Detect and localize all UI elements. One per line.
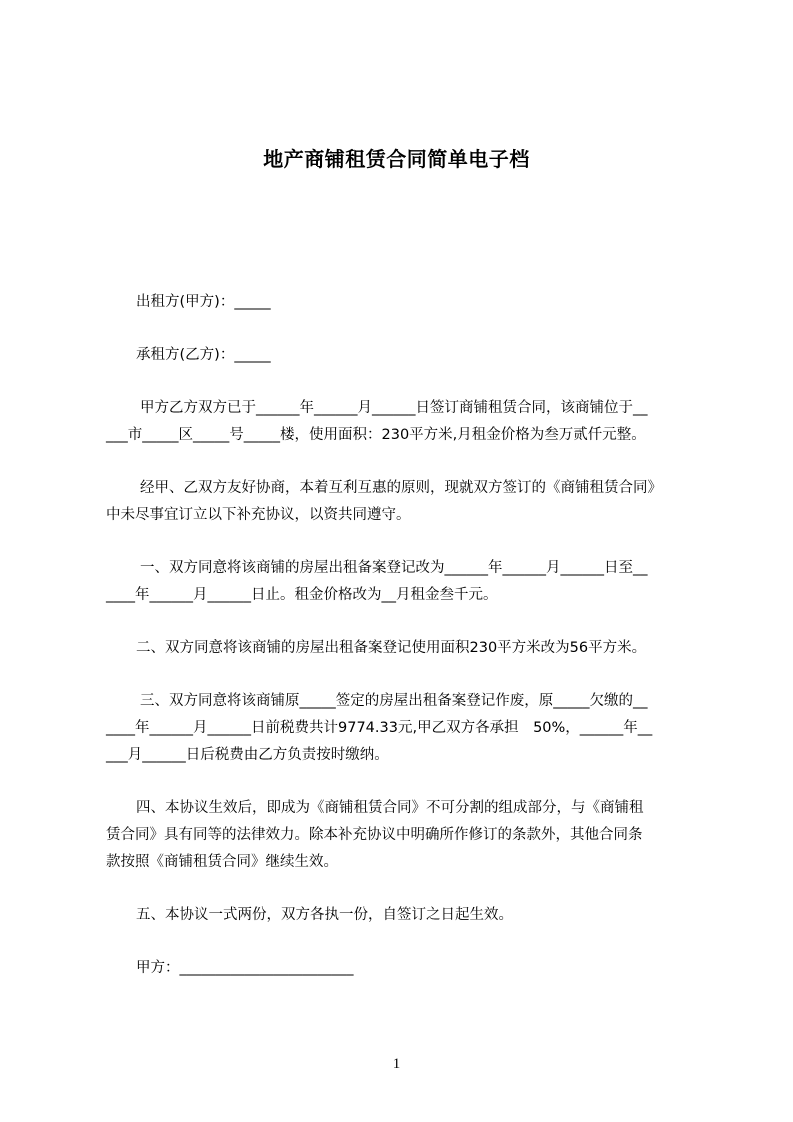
clause5-line: 五、本协议一式两份，双方各执一份，自签订之日起生效。 xyxy=(136,907,513,923)
lessee-line: 承租方(乙方)：_____ xyxy=(136,347,271,363)
clause3-line3: ___月______日后税费由乙方负责按时缴纳。 xyxy=(106,747,389,763)
document-title: 地产商铺租赁合同简单电子档 xyxy=(263,147,530,171)
clause4-line3: 款按照《商铺租赁合同》继续生效。 xyxy=(106,854,338,870)
clause4-line2: 赁合同》具有同等的法律效力。除本补充协议中明确所作修订的条款外，其他合同条 xyxy=(106,827,643,843)
clause3-line2: ____年______月______日前税费共计9774.33元,甲乙双方各承担 50%，______年__ xyxy=(106,720,653,736)
para2-line2: 中未尽事宜订立以下补充协议，以资共同遵守。 xyxy=(106,507,411,523)
page-number: 1 xyxy=(392,1056,401,1072)
para2-line1: 经甲、乙双方友好协商，本着互利互惠的原则，现就双方签订的《商铺租赁合同》 xyxy=(140,480,662,496)
clause2-line: 二、双方同意将该商铺的房屋出租备案登记使用面积230平方米改为56平方米。 xyxy=(136,640,647,656)
signature-party-a: 甲方：________________________ xyxy=(136,960,354,976)
para1-line2: ___市_____区_____号_____楼，使用面积：230平方米,月租金价格为叁万贰仟元整。 xyxy=(106,427,646,443)
clause1-line1: 一、双方同意将该商铺的房屋出租备案登记改为______年______月______日至__ xyxy=(140,560,648,576)
clause4-line1: 四、本协议生效后，即成为《商铺租赁合同》不可分割的组成部分，与《商铺租 xyxy=(136,800,644,816)
clause1-line2: ____年______月______日止。租金价格改为__月租金叁千元。 xyxy=(106,587,498,603)
para1-line1: 甲方乙方双方已于______年______月______日签订商铺租赁合同，该商铺位于__ xyxy=(140,400,648,416)
clause3-line1: 三、双方同意将该商铺原_____签定的房屋出租备案登记作废，原_____欠缴的__ xyxy=(140,693,648,709)
lessor-line: 出租方(甲方)：_____ xyxy=(136,294,271,310)
